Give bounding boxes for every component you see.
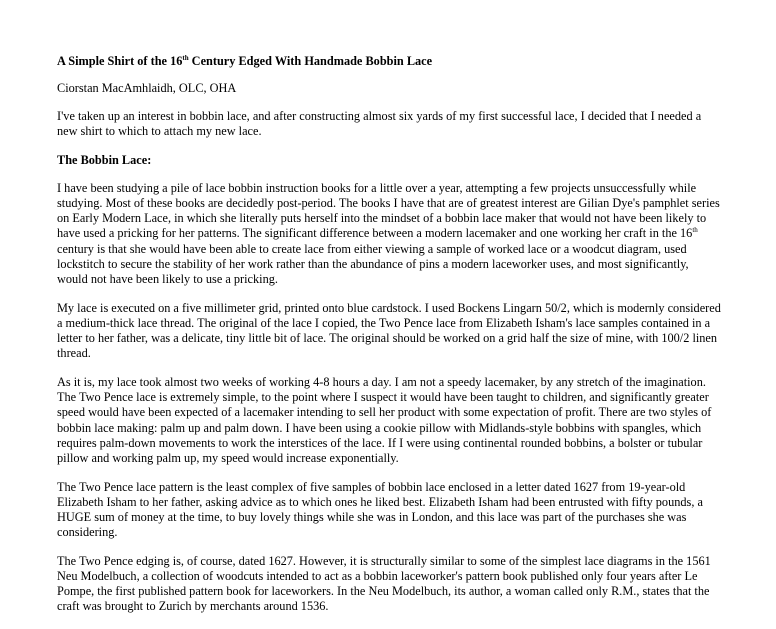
document-title: [57, 54, 722, 69]
title-superscript: th: [182, 53, 189, 62]
paragraph-1-superscript: th: [692, 226, 698, 235]
paragraph-3: As it is, my lace took almost two weeks of working 4-8 hours a day. I am not a speedy lacemaker, by any stretch of the imagination. The Two Pence lace is extremely simple, to the point where I suspect it would have been taught to children, and significantly greater speed would have been expected of a lacemaker intending to sell her product with some expectation of profit. There are two styles of bobbin lace making: palm up and palm down. I have been using a cookie pillow with Midlands-style bobbins with spangles, which requires palm-down movements to work the interstices of the lace. If I were using continental rounded bobbins, a bolster or tubular pillow and working palm up, my speed would increase exponentially.: [57, 375, 712, 465]
paragraph-4: The Two Pence lace pattern is the least complex of five samples of bobbin lace enclosed in a letter dated 1627 from 19-year-old Elizabeth Isham to her father, asking advice as to which ones he liked best. Elizabeth Isham had been entrusted with fifty pounds, a HUGE sum of money at the time, to buy lovely things while she was in London, and this lace was part of the purchases she was considering.: [57, 479, 703, 540]
section-heading: The Bobbin Lace:: [57, 153, 152, 168]
intro-paragraph: I've taken up an interest in bobbin lace, and after constructing almost six yards of my first successful lace, I decided that I needed a new shirt to which to attach my new lace.: [57, 109, 702, 139]
paragraph-1-part-b: century is that she would have been able to create lace from either viewing a sample of worked lace or a woodcut diagram, used lockstitch to secure the stability of her work rather than the abundance of pins a modern laceworker uses, and most significantly, would not have been likely to use a pricking.: [57, 241, 689, 286]
author-line: Ciorstan MacAmhlaidh, OLC, OHA: [57, 81, 237, 95]
document-page: [57, 54, 722, 629]
paragraph-2: My lace is executed on a five millimeter grid, printed onto blue cardstock. I used Bockens Lingarn 50/2, which is modernly considered a medium-thick lace thread. The original of the lace I copied, the Two Pence lace from Elizabeth Isham's lace samples contained in a letter to her father, was a delicate, tiny little bit of lace. The original should be worked on a grid half the size of mine, with 100/2 linen thread.: [57, 300, 721, 361]
title-suffix: Century Edged With Handmade Bobbin Lace: [188, 54, 433, 68]
paragraph-1: [57, 181, 722, 287]
paragraph-5: The Two Pence edging is, of course, dated 1627. However, it is structurally similar to some of the simplest lace diagrams in the 1561 Neu Modelbuch, a collection of woodcuts intended to act as a bobbin laceworker's pattern book published only four years after Le Pompe, the first published pattern book for laceworkers. In the Neu Modelbuch, its author, a woman called only R.M., states that the craft was brought to Zurich by merchants around 1536.: [57, 554, 711, 614]
title-prefix: A Simple Shirt of the 16: [57, 54, 183, 68]
paragraph-1-part-a: I have been studying a pile of lace bobbin instruction books for a little over a year, attempting a few projects unsuccessfully while studying. Most of these books are decidedly post-period. The books I have that are of greatest interest are Gilian Dye's pamphlet series on Early Modern Lace, in which she literally puts herself into the mindset of a bobbin lace maker that would not have been likely to have used a pricking for her patterns. The significant difference between a modern lacemaker and one working her craft in the 16: [57, 181, 720, 241]
